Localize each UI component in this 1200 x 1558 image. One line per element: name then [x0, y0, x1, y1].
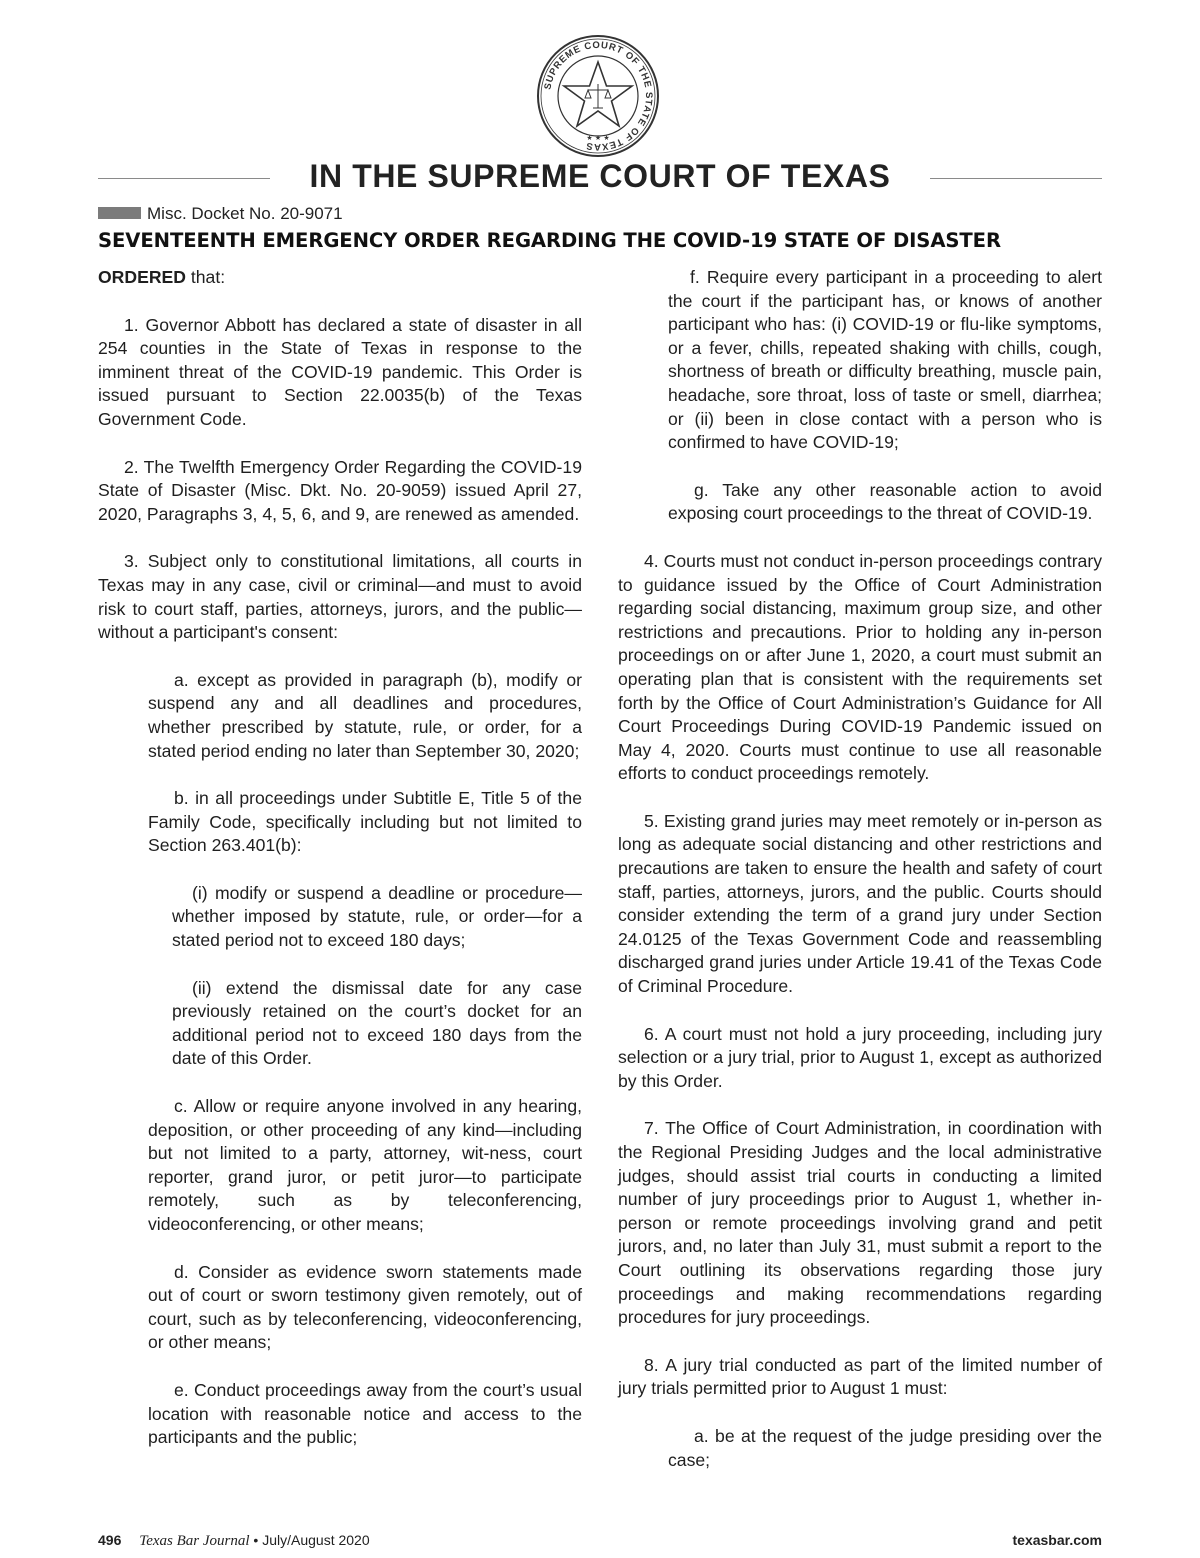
paragraph-3f: f. Require every participant in a proceeding to alert the court if the participant has, or knows of another participant who has: (i) COVID-19 or flu-like symptoms, or a fever, chills, repeated shaking with chills, cough, shortness of breath or difficulty breathing, muscle pain, headache, sore throat, loss of taste or smell, diarrhea; or (ii) been in close contact with a person who is confirmed to have COVID-19;	[668, 267, 1102, 453]
docket-number: Misc. Docket No. 20-9071	[147, 204, 343, 223]
site-link[interactable]: texasbar.com	[1012, 1532, 1102, 1548]
paragraph-6: 6. A court must not hold a jury proceeding, including jury selection or a jury trial, prior to August 1, except as authorized by this Order.	[618, 1023, 1102, 1091]
page-footer	[98, 1532, 1102, 1552]
right-column	[618, 266, 1102, 1496]
docket-line	[98, 204, 343, 224]
ordered-line	[98, 266, 582, 290]
svg-text:SUPREME COURT OF THE STATE OF: SUPREME COURT OF THE STATE OF TEXAS	[542, 39, 655, 153]
paragraph-3a: a. except as provided in paragraph (b), modify or suspend any and all deadlines and procedures, whether prescribed by statute, rule, or order, for a stated period ending no later than September 30, 2020;	[148, 669, 582, 761]
paragraph-3b: b. in all proceedings under Subtitle E, Title 5 of the Family Code, specifically including but not limited to Section 263.401(b):	[148, 788, 582, 856]
masthead	[98, 158, 1102, 198]
supreme-court-seal	[536, 34, 660, 158]
paragraph-2: 2. The Twelfth Emergency Order Regarding the COVID-19 State of Disaster (Misc. Dkt. No. 20-9059) issued April 27, 2020, Paragraphs 3, 4, 5, 6, and 9, are renewed as amended.	[98, 456, 582, 524]
masthead-rule-right	[930, 178, 1102, 179]
paragraph-3d: d. Consider as evidence sworn statements made out of court or sworn testimony given remotely, out of court, such as by teleconferencing, videoconferencing, or other means;	[148, 1261, 582, 1353]
ordered-rest: that:	[185, 267, 226, 287]
footer-separator: •	[253, 1532, 259, 1548]
ordered-bold: ORDERED	[98, 267, 186, 287]
issue-date: July/August 2020	[262, 1532, 370, 1548]
journal-name: Texas Bar Journal	[139, 1533, 250, 1549]
court-heading: IN THE SUPREME COURT OF TEXAS	[309, 158, 891, 194]
order-title: SEVENTEENTH EMERGENCY ORDER REGARDING THE COVID-19 STATE OF DISASTER	[98, 229, 1001, 252]
docket-bar	[98, 207, 141, 219]
masthead-rule-left	[98, 178, 270, 179]
paragraph-3g: g. Take any other reasonable action to avoid exposing court proceedings to the threat of COVID-19.	[668, 479, 1102, 524]
paragraph-3b-i: (i) modify or suspend a deadline or procedure—whether imposed by statute, rule, or order—for a stated period not to exceed 180 days;	[172, 882, 582, 951]
paragraph-1: 1. Governor Abbott has declared a state of disaster in all 254 counties in the State of Texas in response to the imminent threat of the COVID-19 pandemic. This Order is issued pursuant to Section 22.0035(b) of the Texas Government Code.	[98, 314, 582, 429]
paragraph-8a: a. be at the request of the judge presiding over the case;	[668, 1425, 1102, 1470]
svg-text:★ ★ ★: ★ ★ ★	[586, 134, 610, 142]
paragraph-8: 8. A jury trial conducted as part of the limited number of jury trials permitted prior to August 1 must:	[618, 1354, 1102, 1399]
paragraph-7: 7. The Office of Court Administration, in coordination with the Regional Presiding Judges and the local administrative judges, should assist trial courts in conducting a limited number of jury proceedings prior to August 1, whether in-person or remote proceedings involving grand and petit jurors, and, no later than July 31, must submit a report to the Court outlining its observations regarding those jury proceedings and making recommendations regarding procedures for jury proceedings.	[618, 1118, 1102, 1328]
paragraph-4: 4. Courts must not conduct in-person proceedings contrary to guidance issued by the Office of Court Administration regarding social distancing, maximum group size, and other restrictions and precautions. Prior to holding any in-person proceedings on or after June 1, 2020, a court must submit an operating plan that is consistent with the requirements set forth by the Office of Court Administration’s Guidance for All Court Proceedings During COVID-19 Pandemic issued on May 4, 2020. Courts must continue to use all reasonable efforts to conduct proceedings remotely.	[618, 550, 1102, 784]
paragraph-3e: e. Conduct proceedings away from the court’s usual location with reasonable notice and access to the participants and the public;	[148, 1379, 582, 1448]
paragraph-3b-ii: (ii) extend the dismissal date for any case previously retained on the court’s docket for an additional period not to exceed 180 days from the date of this Order.	[172, 977, 582, 1069]
paragraph-5: 5. Existing grand juries may meet remotely or in-person as long as adequate social distancing and other restrictions and precautions are taken to ensure the health and safety of court staff, parties, attorneys, jurors, and the public. Courts should consider extending the term of a grand jury under Section 24.0125 of the Texas Government Code and reassembling discharged grand juries under Article 19.41 of the Texas Code of Criminal Procedure.	[618, 810, 1102, 997]
page-number: 496	[98, 1532, 122, 1548]
paragraph-3: 3. Subject only to constitutional limitations, all courts in Texas may in any case, civil or criminal—and must to avoid risk to court staff, parties, attorneys, jurors, and the public—without a participant's consent:	[98, 551, 582, 643]
paragraph-3c: c. Allow or require anyone involved in any hearing, deposition, or other proceeding of any kind—including but not limited to a party, attorney, wit-ness, court reporter, grand juror, or petit juror—to participate remotely, such as by teleconferencing, videoconferencing, or other means;	[148, 1096, 582, 1234]
left-column	[98, 266, 582, 1474]
